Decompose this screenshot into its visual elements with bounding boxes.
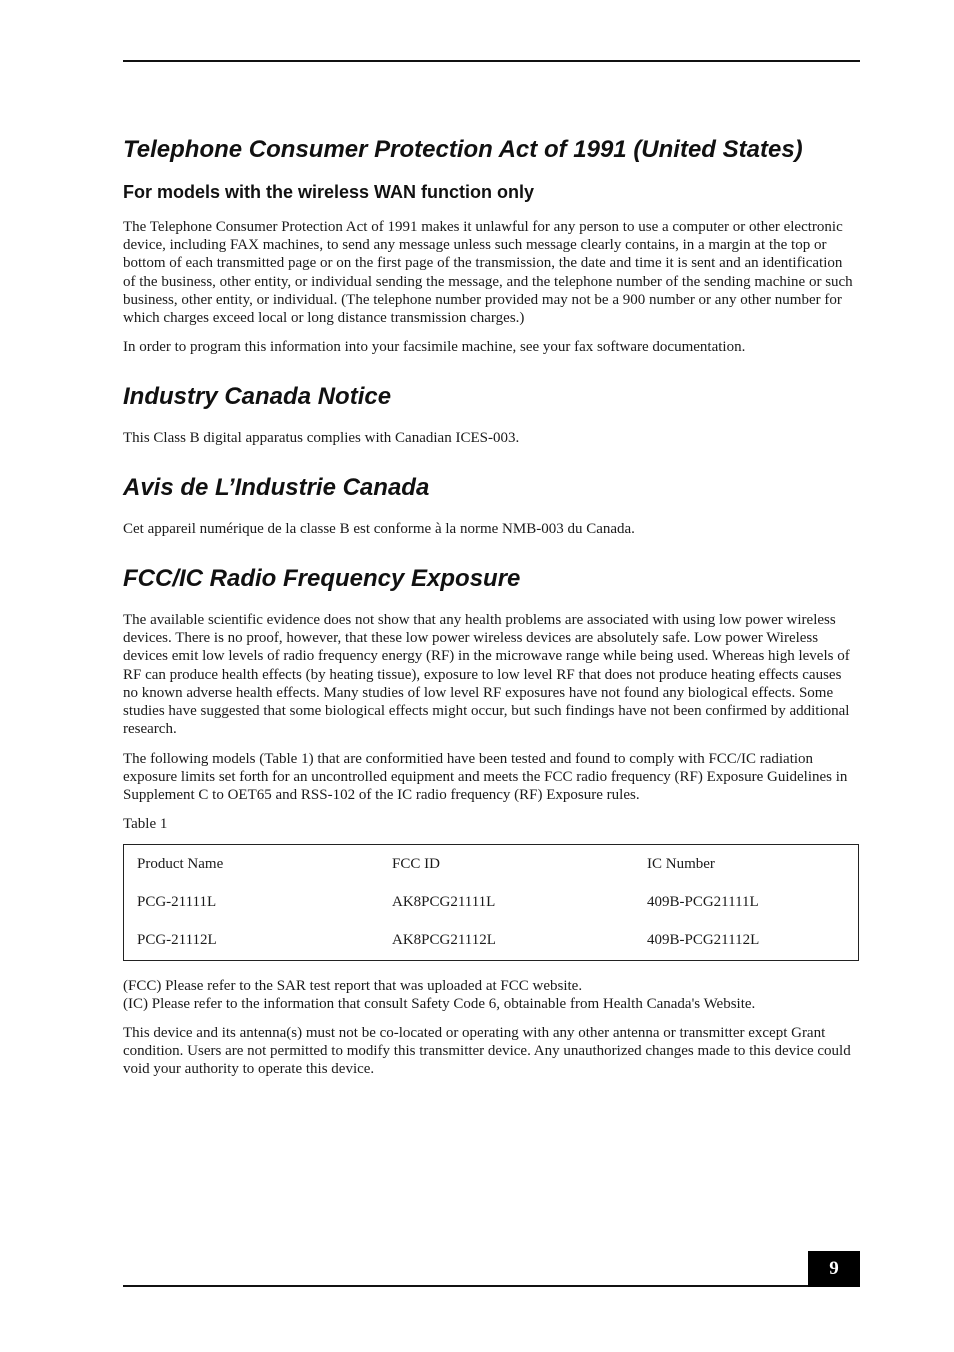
table-cell-ic-number: 409B-PCG21111L <box>647 894 759 910</box>
section-title-avis: Avis de L’Industrie Canada <box>123 474 430 501</box>
table-cell-fcc-id: AK8PCG21111L <box>392 894 496 910</box>
rf-paragraph-3: This device and its antenna(s) must not be co-located or operating with any other antenna or transmitter except Grant condition. Users are not permitted to modify this transmitter device. Any unauthorized changes made to this device could void your authority to operate this device. <box>123 1025 851 1078</box>
footer-rule <box>123 1285 860 1287</box>
header-rule <box>123 60 860 62</box>
table-row <box>124 892 858 912</box>
avis-paragraph: Cet appareil numérique de la classe B est conforme à la norme NMB-003 du Canada. <box>123 521 635 537</box>
table-row <box>124 930 858 950</box>
table-header-ic-number: IC Number <box>647 856 715 872</box>
section-title-tcpa: Telephone Consumer Protection Act of 1991 (United States) <box>123 136 803 163</box>
models-table <box>123 844 859 961</box>
table-cell-fcc-id: AK8PCG21112L <box>392 932 496 948</box>
section-subtitle-wwan: For models with the wireless WAN function only <box>123 182 535 202</box>
table-header-product-name: Product Name <box>137 856 224 872</box>
section-title-industry-canada: Industry Canada Notice <box>123 383 392 410</box>
rf-paragraph-2: The following models (Table 1) that are conformitied have been tested and found to comply with FCC/IC radiation exposure limits set forth for an uncontrolled equipment and meets the FCC radio frequency (RF) Exposure Guidelines in Supplement C to OET65 and RSS-102 of the IC radio frequency (RF) Exposure rules. <box>123 751 848 804</box>
table-header-row <box>124 854 858 874</box>
table-cell-product-name: PCG-21111L <box>137 894 217 910</box>
page-number: 9 <box>808 1251 860 1287</box>
tcpa-paragraph-1: The Telephone Consumer Protection Act of 1991 makes it unlawful for any person to use a computer or other electronic device, including FAX machines, to send any message unless such message clearly contains, in a margin at the top or bottom of each transmitted page or on the first page of the transmission, the date and time it is sent and an identification of the business, other entity, or individual sending the message, and the telephone number of the sending machine or such business, other entity, or individual. (The telephone number provided may not be a 900 number or any other number for which charges exceed local or long distance transmission charges.) <box>123 219 853 327</box>
rf-paragraph-1: The available scientific evidence does not show that any health problems are associated with using low power wireless devices. There is no proof, however, that these low power wireless devices are absolutely safe. Low power Wireless devices emit low levels of radio frequency energy (RF) in the microwave range while being used. Whereas high levels of RF can produce health effects (by heating tissue), exposure to low level RF that does not produce heating effects causes no known adverse health effects. Many studies of low level RF exposures have not found any biological effects. Some studies have suggested that some biological effects might occur, but such findings have not been confirmed by additional research. <box>123 612 850 738</box>
table-cell-ic-number: 409B-PCG21112L <box>647 932 760 948</box>
note-ic: (IC) Please refer to the information that consult Safety Code 6, obtainable from Health Canada's Website. <box>123 996 756 1012</box>
tcpa-paragraph-2: In order to program this information into your facsimile machine, see your fax software documentation. <box>123 339 746 355</box>
table-caption: Table 1 <box>123 816 168 832</box>
note-fcc: (FCC) Please refer to the SAR test report that was uploaded at FCC website. <box>123 978 583 994</box>
industry-canada-paragraph: This Class B digital apparatus complies with Canadian ICES-003. <box>123 430 520 446</box>
table-cell-product-name: PCG-21112L <box>137 932 217 948</box>
section-title-rf-exposure: FCC/IC Radio Frequency Exposure <box>123 565 521 592</box>
table-header-fcc-id: FCC ID <box>392 856 440 872</box>
